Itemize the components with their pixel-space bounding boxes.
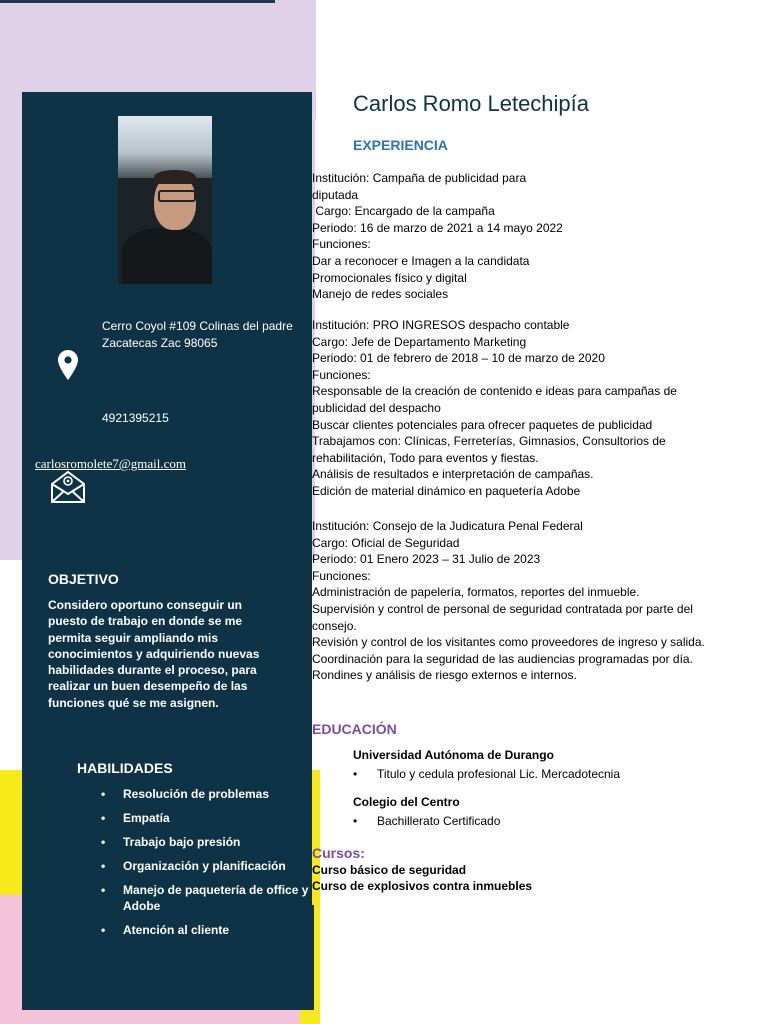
courses-list — [312, 862, 532, 894]
experience-line: Edición de material dinámico en paquetería Adobe — [312, 483, 581, 498]
experience-line: Funciones: — [312, 568, 371, 583]
list-item: • Atención al cliente — [95, 922, 310, 938]
experience-line: Periodo: 01 de febrero de 2018 – 10 de marzo de 2020 — [312, 351, 605, 366]
experience-line: Revisión y control de los visitantes como proveedores de ingreso y salida. — [312, 635, 705, 650]
experience-line: Institución: Campaña de publicidad para — [312, 171, 527, 185]
list-item: Curso de explosivos contra inmuebles — [312, 879, 533, 893]
education-degree: • Bachillerato Certificado — [353, 813, 500, 829]
page-title: Carlos Romo Letechipía — [353, 91, 590, 116]
list-item: • Trabajo bajo presión — [95, 834, 310, 850]
sidebar-panel-edge — [312, 905, 314, 1010]
education-degree: • Titulo y cedula profesional Lic. Mercadotecnia — [353, 766, 620, 782]
experience-line: Trabajamos con: Clínicas, Ferreterías, Gimnasios, Consultorios de rehabilitación, Todo para eventos y fiestas. — [312, 434, 666, 465]
education-heading: EDUCACIÓN — [312, 721, 397, 737]
experience-line: Funciones: — [312, 367, 371, 382]
experience-line: Coordinación para la seguridad de las audiencias programadas por día. — [312, 651, 693, 666]
experience-line: Funciones: — [312, 237, 371, 252]
experience-line: Institución: Consejo de la Judicatura Penal Federal — [312, 519, 583, 533]
contact-address: Cerro Coyol #109 Colinas del padre Zacatecas Zac 98065 — [102, 319, 293, 350]
experience-line: Institución: PRO INGRESOS despacho contable — [312, 318, 570, 332]
list-item: • Empatía — [95, 810, 310, 826]
experience-line: Responsable de la creación de contenido e ideas para campañas de publicidad del despacho — [312, 384, 677, 415]
skills-heading: HABILIDADES — [77, 760, 173, 776]
experience-line: diputada — [312, 187, 359, 202]
experience-entry — [312, 170, 732, 303]
experience-line: Dar a reconocer e Imagen a la candidata — [312, 253, 530, 268]
education-institution: Universidad Autónoma de Durango — [353, 748, 554, 762]
list-item: • Organización y planificación — [95, 858, 310, 874]
education-entry — [353, 747, 620, 782]
profile-photo — [118, 116, 212, 284]
skills-list — [95, 786, 310, 946]
list-item: • Manejo de paquetería de office y Adobe — [95, 882, 310, 914]
experience-line: Cargo: Jefe de Departamento Marketing — [312, 334, 527, 349]
objective-text: Considero oportuno conseguir un puesto de trabajo en donde se me permita seguir ampliando mis conocimientos y adquiriendo nuevas habilidades durante el proceso, para realizar un buen desempeño de las funciones qué se me asignen. — [48, 598, 260, 710]
education-institution: Colegio del Centro — [353, 795, 460, 809]
experience-line: Periodo: 01 Enero 2023 – 31 Julio de 2023 — [312, 552, 541, 567]
objective-heading: OBJETIVO — [48, 571, 119, 587]
contact-phone: 4921395215 — [102, 411, 169, 425]
experience-line: Manejo de redes sociales — [312, 287, 449, 302]
experience-entry — [312, 518, 732, 684]
experience-line: Análisis de resultados e interpretación de campañas. — [312, 467, 594, 482]
list-item: • Resolución de problemas — [95, 786, 310, 802]
experience-line: Periodo: 16 de marzo de 2021 a 14 mayo 2022 — [312, 220, 563, 235]
experience-line: Rondines y análisis de riesgo externos e internos. — [312, 668, 577, 683]
education-entry — [353, 794, 500, 829]
envelope-icon — [50, 470, 86, 504]
experience-line: Cargo: Encargado de la campaña — [312, 204, 495, 219]
list-item: Curso básico de seguridad — [312, 863, 467, 877]
experience-heading: EXPERIENCIA — [353, 137, 448, 153]
courses-heading: Cursos: — [312, 845, 365, 861]
experience-line: Supervisión y control de personal de seguridad contratada por parte del consejo. — [312, 601, 693, 633]
experience-line: Buscar clientes potenciales para ofrecer paquetes de publicidad — [312, 417, 653, 432]
experience-line: Administración de papelería, formatos, reportes del inmueble. — [312, 585, 640, 600]
top-rule — [0, 0, 275, 3]
contact-email-link[interactable]: carlosromolete7@gmail.com — [35, 456, 186, 471]
location-pin-icon — [58, 350, 78, 380]
experience-entry — [312, 317, 732, 500]
experience-line: Promocionales físico y digital — [312, 270, 467, 285]
experience-line: Cargo: Oficial de Seguridad — [312, 535, 460, 550]
